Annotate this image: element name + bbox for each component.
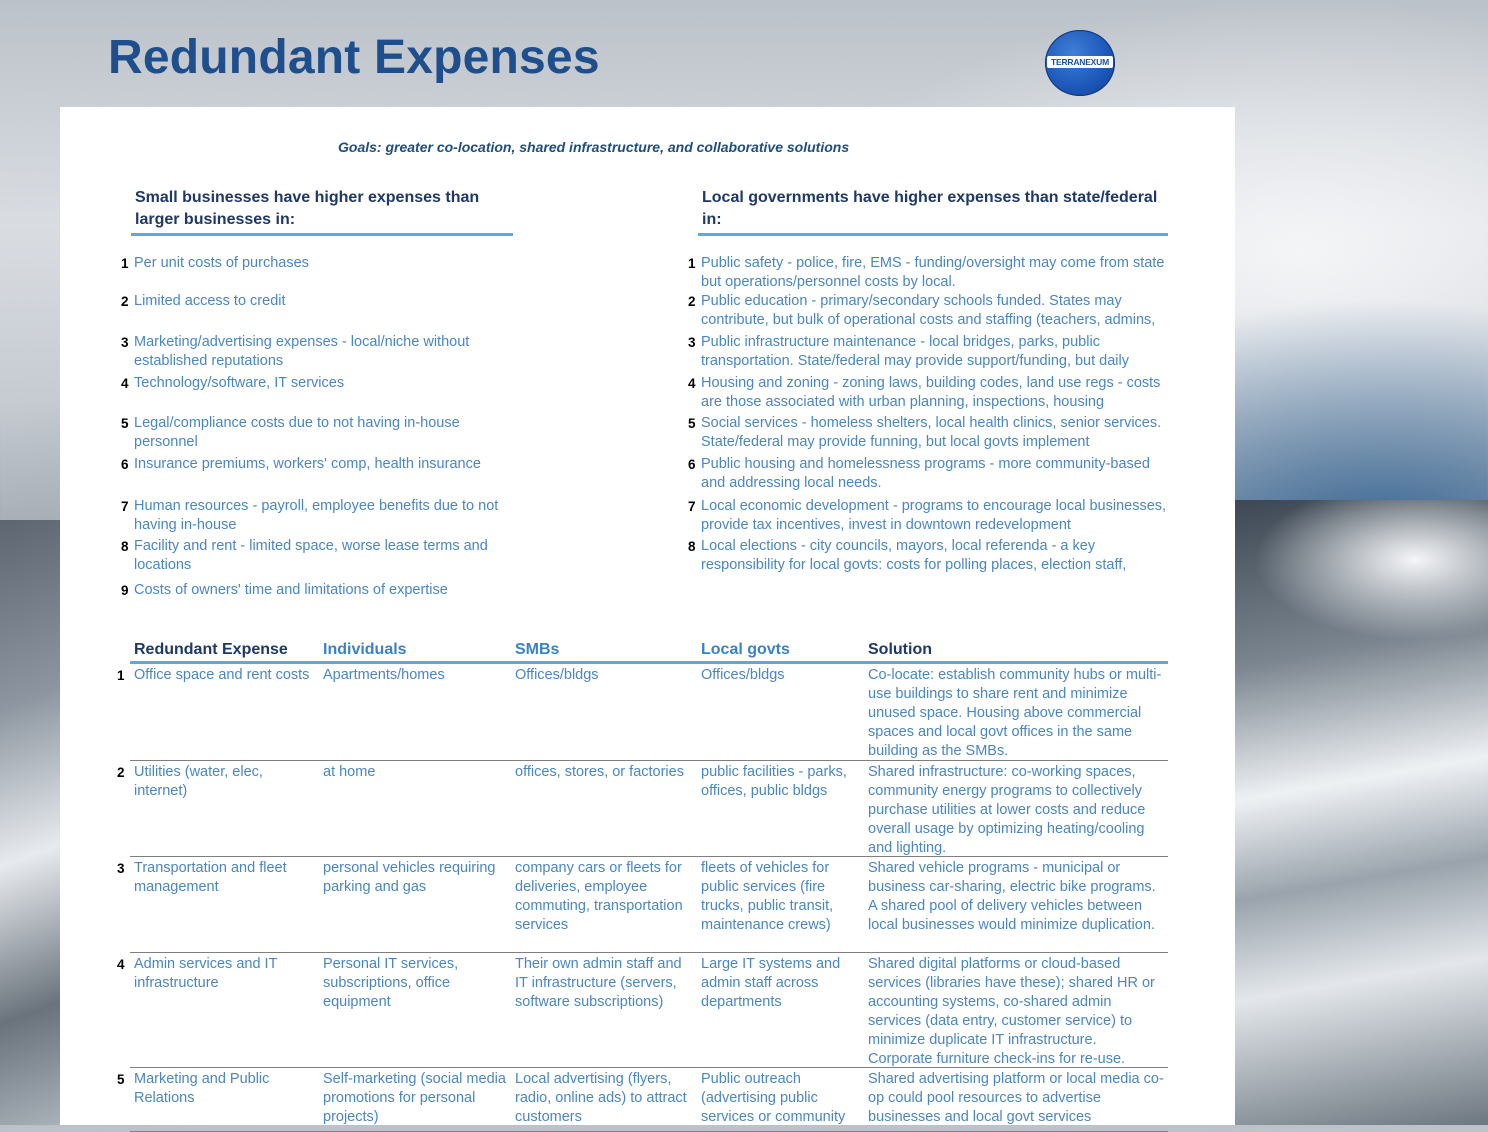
row-number: 2	[117, 765, 125, 780]
expense-cell	[117, 953, 319, 1068]
table-row	[130, 857, 1168, 953]
item-text: Per unit costs of purchases	[134, 255, 309, 271]
background-mountain-right	[1235, 500, 1488, 1125]
individuals-cell	[319, 857, 511, 953]
small-business-heading: Small businesses have higher expenses than larger businesses in:	[131, 187, 513, 236]
item-text: Local economic development - programs to encourage local businesses, provide tax incentives, invest in downtown redevelopment	[701, 498, 1167, 533]
item-text: Public safety - police, fire, EMS - funding/oversight may come from state but operations/personnel costs by local.	[701, 255, 1165, 290]
row-number: 4	[117, 957, 125, 972]
individuals-text: at home	[323, 764, 376, 780]
row-number: 3	[117, 861, 125, 876]
item-number: 1	[688, 256, 696, 271]
row-number: 5	[117, 1072, 125, 1087]
terranexum-logo	[1045, 30, 1115, 96]
table-row	[130, 663, 1168, 761]
row-number: 1	[117, 668, 125, 683]
expense-text: Transportation and fleet management	[134, 860, 287, 895]
smbs-text: Local advertising (flyers, radio, online ads) to attract customers	[515, 1071, 687, 1125]
sb-item-2	[121, 292, 514, 311]
solution-text: Shared vehicle programs - municipal or business car-sharing, electric bike programs. A shared pool of delivery vehicles between local businesses would minimize duplication.	[868, 860, 1156, 933]
item-number: 2	[121, 294, 129, 309]
govts-text: fleets of vehicles for public services (fire trucks, public transit, maintenance crews)	[701, 860, 834, 933]
goals-text: Goals: greater co-location, shared infrastructure, and collaborative solutions	[338, 139, 850, 155]
govts-text: public facilities - parks, offices, public bldgs	[701, 764, 847, 799]
item-text: Public infrastructure maintenance - local bridges, parks, public transportation. State/federal may provide support/funding, but daily	[701, 334, 1130, 369]
sb-item-4	[121, 374, 514, 393]
logo-text: TERRANEXUM	[1047, 56, 1113, 68]
lg-item-5	[688, 414, 1169, 452]
solution-text: Shared advertising platform or local media co-op could pool resources to advertise businesses and local govt services	[868, 1071, 1164, 1125]
smbs-text: offices, stores, or factories	[515, 764, 684, 780]
item-text: Social services - homeless shelters, local health clinics, senior services. State/federal may provide funning, but local govts implement	[701, 415, 1162, 450]
item-number: 8	[121, 539, 129, 554]
item-number: 4	[688, 376, 696, 391]
item-text: Legal/compliance costs due to not having in-house personnel	[134, 415, 460, 450]
solution-cell	[864, 1068, 1168, 1132]
individuals-text: Self-marketing (social media promotions for personal projects)	[323, 1071, 506, 1125]
item-text: Housing and zoning - zoning laws, building codes, land use regs - costs are those associated with urban planning, inspections, housing	[701, 375, 1161, 410]
lg-item-1	[688, 254, 1169, 292]
individuals-cell	[319, 761, 511, 857]
header-redundant-expense: Redundant Expense	[130, 637, 319, 663]
smbs-cell	[511, 1068, 697, 1132]
header-individuals: Individuals	[319, 637, 511, 663]
sb-item-6	[121, 455, 514, 474]
govts-cell	[697, 1068, 864, 1132]
lg-item-8	[688, 537, 1169, 575]
smbs-cell	[511, 953, 697, 1068]
item-text: Facility and rent - limited space, worse lease terms and locations	[134, 538, 488, 573]
govts-cell	[697, 663, 864, 761]
item-number: 3	[688, 335, 696, 350]
individuals-text: Personal IT services, subscriptions, office equipment	[323, 956, 459, 1010]
individuals-text: Apartments/homes	[323, 667, 445, 683]
item-number: 8	[688, 539, 696, 554]
expense-cell	[117, 1068, 319, 1132]
sb-item-8	[121, 537, 504, 575]
expense-cell	[117, 663, 319, 761]
item-text: Marketing/advertising expenses - local/niche without established reputations	[134, 334, 470, 369]
sb-item-3	[121, 333, 504, 371]
item-number: 7	[688, 499, 696, 514]
smbs-text: Their own admin staff and IT infrastructure (servers, software subscriptions)	[515, 956, 682, 1010]
item-number: 9	[121, 583, 129, 598]
lg-item-6	[688, 455, 1169, 493]
slide-title: Redundant Expenses	[108, 31, 600, 84]
expense-text: Marketing and Public Relations	[134, 1071, 270, 1106]
item-number: 2	[688, 294, 696, 309]
solution-text: Shared digital platforms or cloud-based services (libraries have these); shared HR or accounting systems, co-shared admin services (data entry, customer service) to minimize duplicate IT infrastructure. Corporate furniture check-ins for re-use.	[868, 956, 1155, 1067]
item-number: 3	[121, 335, 129, 350]
item-text: Public education - primary/secondary schools funded. States may contribute, but bulk of operational costs and staffing (teachers, admins,	[701, 293, 1156, 328]
expense-text: Admin services and IT infrastructure	[134, 956, 278, 991]
content-panel	[60, 107, 1235, 1125]
sb-item-9	[121, 581, 514, 600]
expense-cell	[117, 761, 319, 857]
smbs-cell	[511, 761, 697, 857]
item-text: Insurance premiums, workers' comp, health insurance	[134, 456, 481, 472]
item-number: 5	[121, 416, 129, 431]
item-text: Public housing and homelessness programs - more community-based and addressing local needs.	[701, 456, 1150, 491]
lg-item-3	[688, 333, 1169, 371]
solution-cell	[864, 663, 1168, 761]
lg-item-7	[688, 497, 1169, 535]
item-number: 1	[121, 256, 129, 271]
individuals-cell	[319, 663, 511, 761]
item-text: Limited access to credit	[134, 293, 286, 309]
header-local-govts: Local govts	[697, 637, 864, 663]
govts-cell	[697, 953, 864, 1068]
item-text: Technology/software, IT services	[134, 375, 345, 391]
item-text: Costs of owners' time and limitations of expertise	[134, 582, 448, 598]
solution-cell	[864, 761, 1168, 857]
individuals-text: personal vehicles requiring parking and gas	[323, 860, 496, 895]
govts-text: Offices/bldgs	[701, 667, 785, 683]
table-row	[130, 761, 1168, 857]
smbs-text: Offices/bldgs	[515, 667, 599, 683]
solution-cell	[864, 857, 1168, 953]
table-row	[130, 953, 1168, 1068]
govts-text: Public outreach (advertising public services or community	[701, 1071, 846, 1125]
item-number: 6	[688, 457, 696, 472]
solution-text: Co-locate: establish community hubs or multi-use buildings to share rent and minimize unused space. Housing above commercial spaces and local govt offices in the same building as the SMBs.	[868, 667, 1162, 759]
table-header-row	[130, 637, 1168, 663]
item-text: Local elections - city councils, mayors, local referenda - a key responsibility for local govts: costs for polling places, election staff,	[701, 538, 1127, 573]
item-number: 5	[688, 416, 696, 431]
individuals-cell	[319, 953, 511, 1068]
individuals-cell	[319, 1068, 511, 1132]
expense-text: Utilities (water, elec, internet)	[134, 764, 263, 799]
sb-item-7	[121, 497, 514, 535]
header-smbs: SMBs	[511, 637, 697, 663]
lg-item-2	[688, 292, 1169, 330]
item-number: 4	[121, 376, 129, 391]
smbs-cell	[511, 663, 697, 761]
govts-cell	[697, 761, 864, 857]
govts-text: Large IT systems and admin staff across departments	[701, 956, 841, 1010]
sb-item-1	[121, 254, 514, 273]
solution-text: Shared infrastructure: co-working spaces, community energy programs to collectively purchase utilities at lower costs and reduce overall usage by optimizing heating/cooling and lighting.	[868, 764, 1146, 856]
smbs-text: company cars or fleets for deliveries, employee commuting, transportation services	[515, 860, 683, 933]
expense-cell	[117, 857, 319, 953]
smbs-cell	[511, 857, 697, 953]
item-text: Human resources - payroll, employee benefits due to not having in-house	[134, 498, 499, 533]
table-row	[130, 1068, 1168, 1132]
expense-text: Office space and rent costs	[134, 667, 310, 683]
redundant-expense-table	[117, 637, 1168, 1132]
local-government-heading: Local governments have higher expenses than state/federal in:	[698, 187, 1168, 236]
header-solution: Solution	[864, 637, 1168, 663]
govts-cell	[697, 857, 864, 953]
sb-item-5	[121, 414, 494, 452]
lg-item-4	[688, 374, 1169, 412]
solution-cell	[864, 953, 1168, 1068]
item-number: 7	[121, 499, 129, 514]
item-number: 6	[121, 457, 129, 472]
